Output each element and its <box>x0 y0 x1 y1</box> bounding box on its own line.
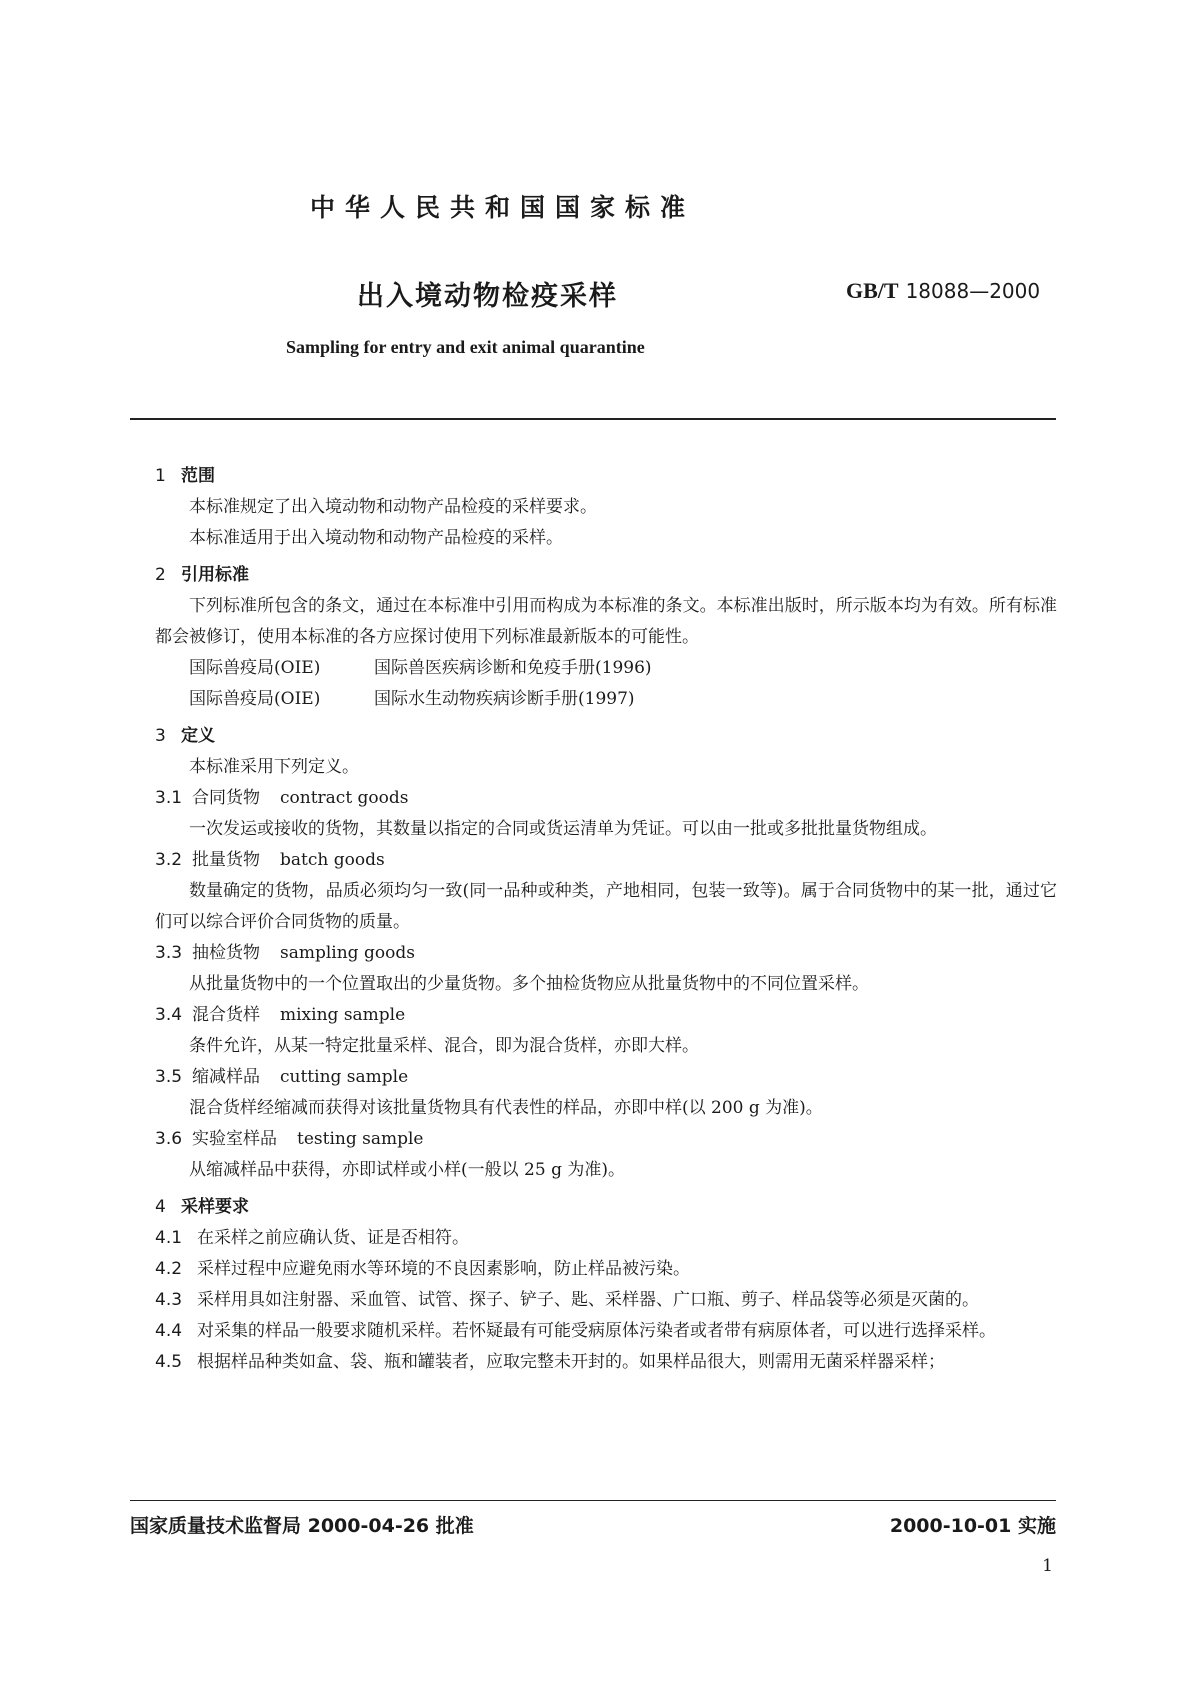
clause-number: 3.4 <box>155 1005 183 1025</box>
term-chinese: 抽检货物 <box>192 943 260 963</box>
section-title: 范围 <box>181 466 215 486</box>
term-chinese: 混合货样 <box>192 1005 260 1025</box>
definition-term <box>155 845 1057 876</box>
definition-text: 数量确定的货物，品质必须均匀一致(同一品种或种类，产地相同，包装一致等)。属于合同货物中的某一批，通过它们可以综合评价合同货物的质量。 <box>155 881 1057 932</box>
document-body <box>155 455 1057 1378</box>
clause-number: 4.1 <box>155 1228 183 1248</box>
definition-text: 条件允许，从某一特定批量采样、混合，即为混合货样，亦即大样。 <box>189 1036 699 1056</box>
section-title: 定义 <box>181 726 215 746</box>
definition-text: 从缩减样品中获得，亦即试样或小样(一般以 25 g 为准)。 <box>189 1160 625 1180</box>
reference-source: 国际兽疫局(OIE) <box>189 689 321 709</box>
requirement-item <box>155 1285 1057 1316</box>
reference-title: 国际兽医疾病诊断和免疫手册(1996) <box>374 658 652 678</box>
clause-number: 4.4 <box>155 1321 183 1341</box>
clause-number: 3.1 <box>155 788 183 808</box>
section-title: 引用标准 <box>181 565 249 585</box>
clause-number: 3.5 <box>155 1067 183 1087</box>
term-english: sampling goods <box>280 943 415 963</box>
section-number: 4 <box>155 1197 166 1217</box>
clause-number: 4.5 <box>155 1352 183 1372</box>
term-chinese: 合同货物 <box>192 788 260 808</box>
requirement-text: 采样用具如注射器、采血管、试管、探子、铲子、匙、采样器、广口瓶、剪子、样品袋等必须是灭菌的。 <box>197 1290 979 1310</box>
requirement-text: 根据样品种类如盒、袋、瓶和罐装者，应取完整未开封的。如果样品很大，则需用无菌采样器采样； <box>197 1352 945 1372</box>
term-english: batch goods <box>280 850 385 870</box>
page-number: 1 <box>1042 1556 1053 1576</box>
requirement-item <box>155 1254 1057 1285</box>
reference-source: 国际兽疫局(OIE) <box>189 658 321 678</box>
term-chinese: 实验室样品 <box>192 1129 277 1149</box>
section-heading-scope <box>155 461 1057 492</box>
requirement-text: 对采集的样品一般要求随机采样。若怀疑最有可能受病原体污染者或者带有病原体者，可以进行选择采样。 <box>197 1321 996 1341</box>
paragraph: 本标准采用下列定义。 <box>189 757 359 777</box>
paragraph: 下列标准所包含的条文，通过在本标准中引用而构成为本标准的条文。本标准出版时，所示版本均为有效。所有标准都会被修订，使用本标准的各方应探讨使用下列标准最新版本的可能性。 <box>155 596 1057 647</box>
section-heading-definitions <box>155 721 1057 752</box>
section-title: 采样要求 <box>181 1197 249 1217</box>
term-chinese: 批量货物 <box>192 850 260 870</box>
requirement-item <box>155 1316 1057 1347</box>
term-chinese: 缩减样品 <box>192 1067 260 1087</box>
section-number: 3 <box>155 726 166 746</box>
standard-number <box>846 278 1040 304</box>
definition-term <box>155 938 1057 969</box>
clause-number: 4.2 <box>155 1259 183 1279</box>
definition-term <box>155 783 1057 814</box>
term-english: cutting sample <box>280 1067 409 1087</box>
national-standard-heading: 中华人民共和国国家标准 <box>310 193 696 222</box>
clause-number: 3.6 <box>155 1129 183 1149</box>
definition-term <box>155 1124 1057 1155</box>
clause-number: 4.3 <box>155 1290 183 1310</box>
requirement-text: 采样过程中应避免雨水等环境的不良因素影响，防止样品被污染。 <box>197 1259 690 1279</box>
clause-number: 3.2 <box>155 850 183 870</box>
definition-text: 混合货样经缩减而获得对该批量货物具有代表性的样品，亦即中样(以 200 g 为准)。 <box>189 1098 823 1118</box>
standard-code: 18088—2000 <box>905 279 1041 303</box>
term-english: contract goods <box>280 788 409 808</box>
paragraph: 本标准适用于出入境动物和动物产品检疫的采样。 <box>189 528 563 548</box>
term-english: mixing sample <box>280 1005 406 1025</box>
clause-number: 3.3 <box>155 943 183 963</box>
approval-statement: 国家质量技术监督局 2000-04-26 批准 <box>130 1515 474 1537</box>
reference-title: 国际水生动物疾病诊断手册(1997) <box>374 689 635 709</box>
english-title: Sampling for entry and exit animal quarantine <box>286 337 645 357</box>
requirement-item <box>155 1223 1057 1254</box>
header-divider <box>130 418 1056 420</box>
definition-term <box>155 1000 1057 1031</box>
requirement-text: 在采样之前应确认货、证是否相符。 <box>197 1228 469 1248</box>
footer-divider <box>130 1500 1056 1501</box>
section-heading-sampling-requirements <box>155 1192 1057 1223</box>
standard-prefix: GB/T <box>846 278 899 303</box>
section-heading-references <box>155 560 1057 591</box>
term-english: testing sample <box>297 1129 424 1149</box>
section-number: 1 <box>155 466 166 486</box>
reference-item <box>155 684 1057 715</box>
paragraph: 本标准规定了出入境动物和动物产品检疫的采样要求。 <box>189 497 597 517</box>
section-number: 2 <box>155 565 166 585</box>
definition-term <box>155 1062 1057 1093</box>
definition-text: 从批量货物中的一个位置取出的少量货物。多个抽检货物应从批量货物中的不同位置采样。 <box>189 974 869 994</box>
reference-item <box>155 653 1057 684</box>
implementation-date: 2000-10-01 实施 <box>889 1515 1056 1537</box>
definition-text: 一次发运或接收的货物，其数量以指定的合同或货运清单为凭证。可以由一批或多批批量货物组成。 <box>189 819 937 839</box>
requirement-item <box>155 1347 1057 1378</box>
document-title: 出入境动物检疫采样 <box>357 281 618 312</box>
